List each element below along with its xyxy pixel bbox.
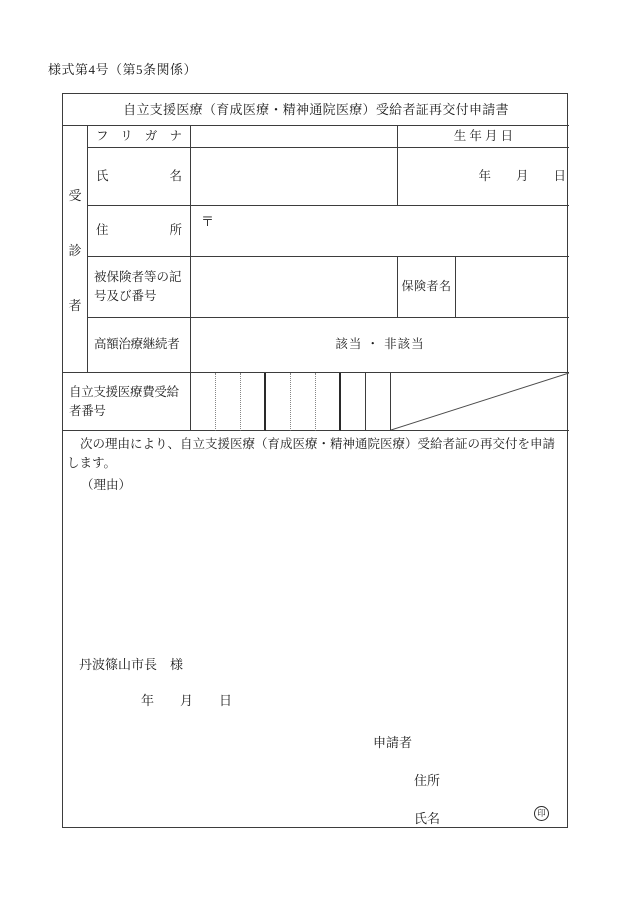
insured-number-label-text: 被保険者等の記号及び番号 xyxy=(94,270,182,303)
addressee: 丹波篠山市長 様 xyxy=(79,657,184,672)
recipient-number-digit-cell[interactable] xyxy=(341,373,366,431)
form-box xyxy=(62,93,568,828)
address-label: 住所 xyxy=(88,206,191,257)
insurer-name-input[interactable] xyxy=(456,257,569,318)
applicant-name-label: 氏名 xyxy=(414,811,441,826)
form-number-label: 様式第4号（第5条関係） xyxy=(48,62,198,77)
birthdate-header: 生 年 月 日 xyxy=(398,126,569,148)
application-date-input[interactable]: 年 月 日 xyxy=(141,693,233,708)
application-statement: 次の理由により、自立支援医療（育成医療・精神通院医療）受給者証の再交付を申請します。 xyxy=(67,437,556,470)
high-cost-label: 高額治療継続者 xyxy=(88,318,191,373)
applicant-label: 申請者 xyxy=(373,735,413,750)
patient-vertical-label xyxy=(63,126,88,373)
diagonal-line-icon xyxy=(391,373,569,430)
name-label: 氏名 xyxy=(88,148,191,206)
recipient-number-strikeout-cell xyxy=(391,373,569,431)
furigana-label: フリガナ xyxy=(88,126,191,148)
patient-char: 者 xyxy=(68,297,82,313)
recipient-number-label xyxy=(63,373,191,431)
furigana-input[interactable] xyxy=(191,126,398,148)
name-input[interactable] xyxy=(191,148,398,206)
seal-mark: 印 xyxy=(534,806,549,821)
recipient-number-digit-cell[interactable] xyxy=(366,373,391,431)
insurer-name-label: 保険者名 xyxy=(398,257,456,318)
birthdate-input[interactable]: 年 月 日 xyxy=(398,148,569,206)
recipient-number-digit-cell[interactable] xyxy=(241,373,266,431)
high-cost-options[interactable]: 該当 ・ 非該当 xyxy=(191,318,569,373)
patient-char: 診 xyxy=(68,242,82,258)
address-input[interactable] xyxy=(191,206,569,257)
patient-char: 受 xyxy=(68,187,82,203)
form-title: 自立支援医療（育成医療・精神通院医療）受給者証再交付申請書 xyxy=(63,94,569,126)
applicant-address-label: 住所 xyxy=(414,773,441,788)
recipient-number-digit-cell[interactable] xyxy=(291,373,316,431)
reason-label: （理由） xyxy=(81,478,132,492)
recipient-number-digit-cell[interactable] xyxy=(316,373,341,431)
insured-number-label xyxy=(88,257,191,318)
recipient-number-digit-cell[interactable] xyxy=(266,373,291,431)
recipient-number-digit-cell[interactable] xyxy=(216,373,241,431)
recipient-number-label-text: 自立支援医療費受給者番号 xyxy=(69,384,179,418)
postal-mark-icon: 〒 xyxy=(201,214,215,229)
recipient-number-digit-cell[interactable] xyxy=(191,373,216,431)
insured-number-input[interactable] xyxy=(191,257,398,318)
